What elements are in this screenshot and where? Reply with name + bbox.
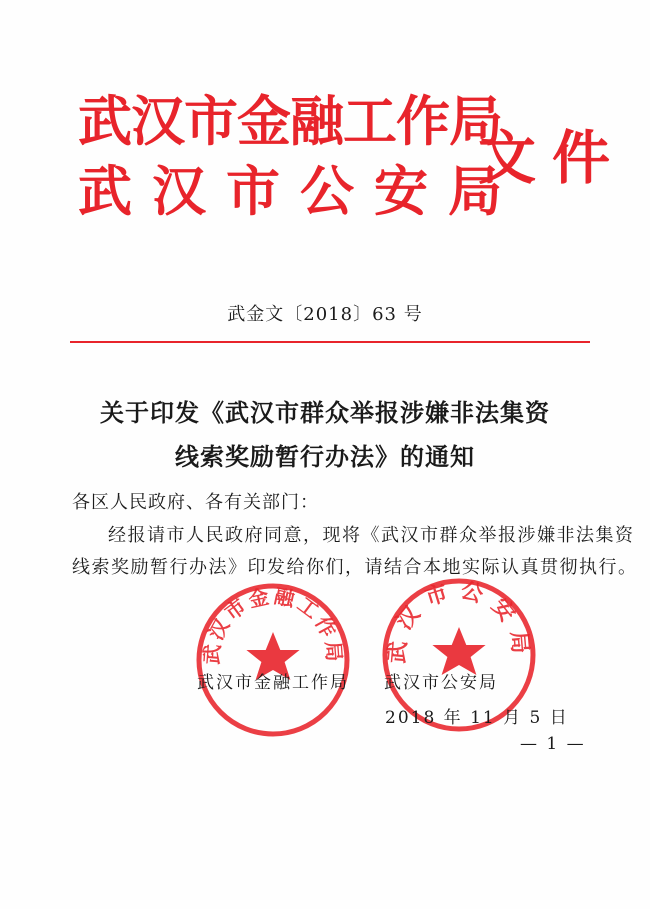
- svg-text:武汉市公安局: 武汉市公安局: [384, 577, 534, 665]
- page-number: — 1 —: [520, 734, 586, 754]
- salutation: 各区人民政府、各有关部门：: [72, 492, 319, 513]
- svg-text:武汉市金融工作局: 武汉市金融工作局: [199, 583, 347, 666]
- body-paragraph-line-2: 线索奖励暂行办法》印发给你们，请结合本地实际认真贯彻执行。: [72, 557, 638, 578]
- notice-title-line-2: 线索奖励暂行办法》的通知: [175, 442, 475, 471]
- signer-finance-bureau: 武汉市金融工作局: [197, 673, 349, 693]
- document-type-label: 文件: [478, 124, 627, 192]
- issuer-name-finance-bureau: 武汉市金融工作局: [78, 90, 502, 153]
- red-separator-line: [70, 341, 590, 343]
- signer-police-bureau: 武汉市公安局: [384, 673, 498, 693]
- notice-title-line-1: 关于印发《武汉市群众举报涉嫌非法集资: [100, 398, 550, 427]
- body-paragraph-line-1: 经报请市人民政府同意，现将《武汉市群众举报涉嫌非法集资: [108, 525, 635, 546]
- issue-date: 2018 年 11 月 5 日: [385, 708, 569, 728]
- document-number: 武金文〔2018〕63 号: [227, 304, 423, 325]
- issuer-name-police-bureau: 武汉市公安局: [78, 160, 522, 223]
- finance-bureau-seal: [193, 580, 353, 740]
